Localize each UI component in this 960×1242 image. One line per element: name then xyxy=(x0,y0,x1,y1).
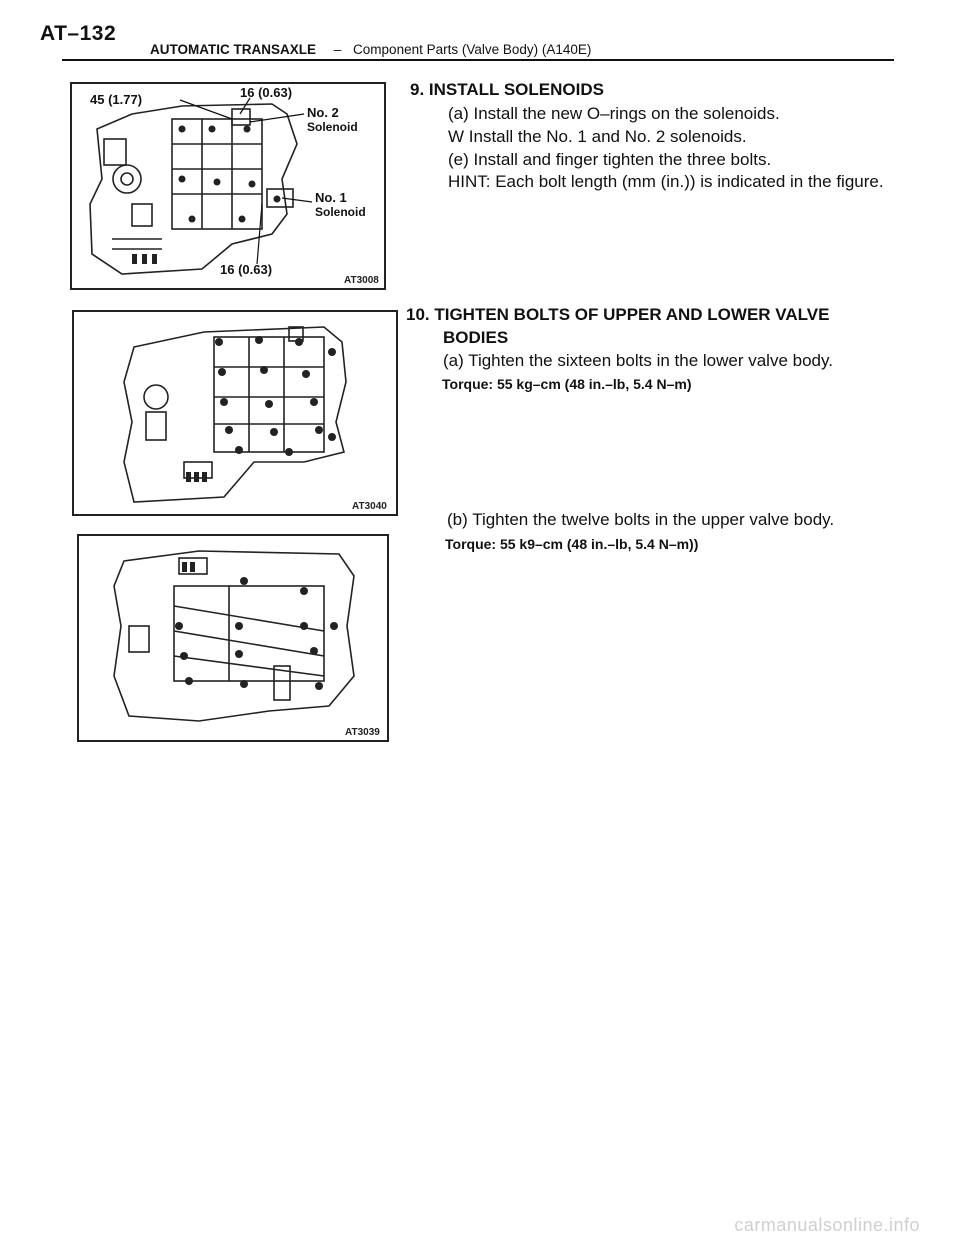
step-9-line-b: W Install the No. 1 and No. 2 solenoids. xyxy=(448,127,747,146)
valve-body-drawing-3 xyxy=(79,536,387,740)
step-9-line-c: (e) Install and finger tighten the three bolts. xyxy=(448,150,772,169)
subsection-title: Component Parts (Valve Body) (A140E) xyxy=(353,42,592,57)
step-10-title-cont: BODIES xyxy=(443,328,509,347)
torque-spec-lower: Torque: 55 kg–cm (48 in.–lb, 5.4 N–m) xyxy=(442,376,692,392)
step-10-line-a: (a) Tighten the sixteen bolts in the lower valve body. xyxy=(443,351,833,370)
step-10-title: 10. TIGHTEN BOLTS OF UPPER AND LOWER VALVE xyxy=(406,305,830,324)
header-separator: – xyxy=(333,42,342,57)
valve-body-drawing-2 xyxy=(74,312,396,514)
figure-lower-valve-body xyxy=(72,310,398,516)
step-9-title: 9. INSTALL SOLENOIDS xyxy=(410,80,604,99)
callout-no1-solenoid: Solenoid xyxy=(315,205,366,219)
step-9-hint: HINT: Each bolt length (mm (in.)) is indicated in the figure. xyxy=(448,172,884,191)
figure-upper-valve-body xyxy=(77,534,389,742)
callout-bolt-45: 45 (1.77) xyxy=(90,92,143,107)
callout-no1: No. 1 xyxy=(315,190,347,205)
running-header xyxy=(150,42,591,57)
watermark: carmanualsonline.info xyxy=(734,1215,920,1235)
page-number: AT–132 xyxy=(40,22,117,45)
section-title: AUTOMATIC TRANSAXLE xyxy=(150,42,316,57)
callout-no2-solenoid: Solenoid xyxy=(307,120,358,134)
figure-solenoid-install xyxy=(70,82,386,290)
torque-spec-upper: Torque: 55 k9–cm (48 in.–lb, 5.4 N–m)) xyxy=(445,536,699,552)
header-rule xyxy=(62,59,894,61)
valve-body-drawing-1 xyxy=(72,84,384,288)
callout-bolt-16-bottom: 16 (0.63) xyxy=(220,262,273,277)
step-9-line-a: (a) Install the new O–rings on the solenoids. xyxy=(448,104,780,123)
callout-bolt-16-top: 16 (0.63) xyxy=(240,85,293,100)
step-10-line-b: (b) Tighten the twelve bolts in the upper valve body. xyxy=(447,510,835,529)
figure-code: AT3039 xyxy=(345,727,380,738)
callout-no2: No. 2 xyxy=(307,105,339,120)
figure-code: AT3040 xyxy=(352,501,387,512)
figure-code: AT3008 xyxy=(344,275,379,286)
